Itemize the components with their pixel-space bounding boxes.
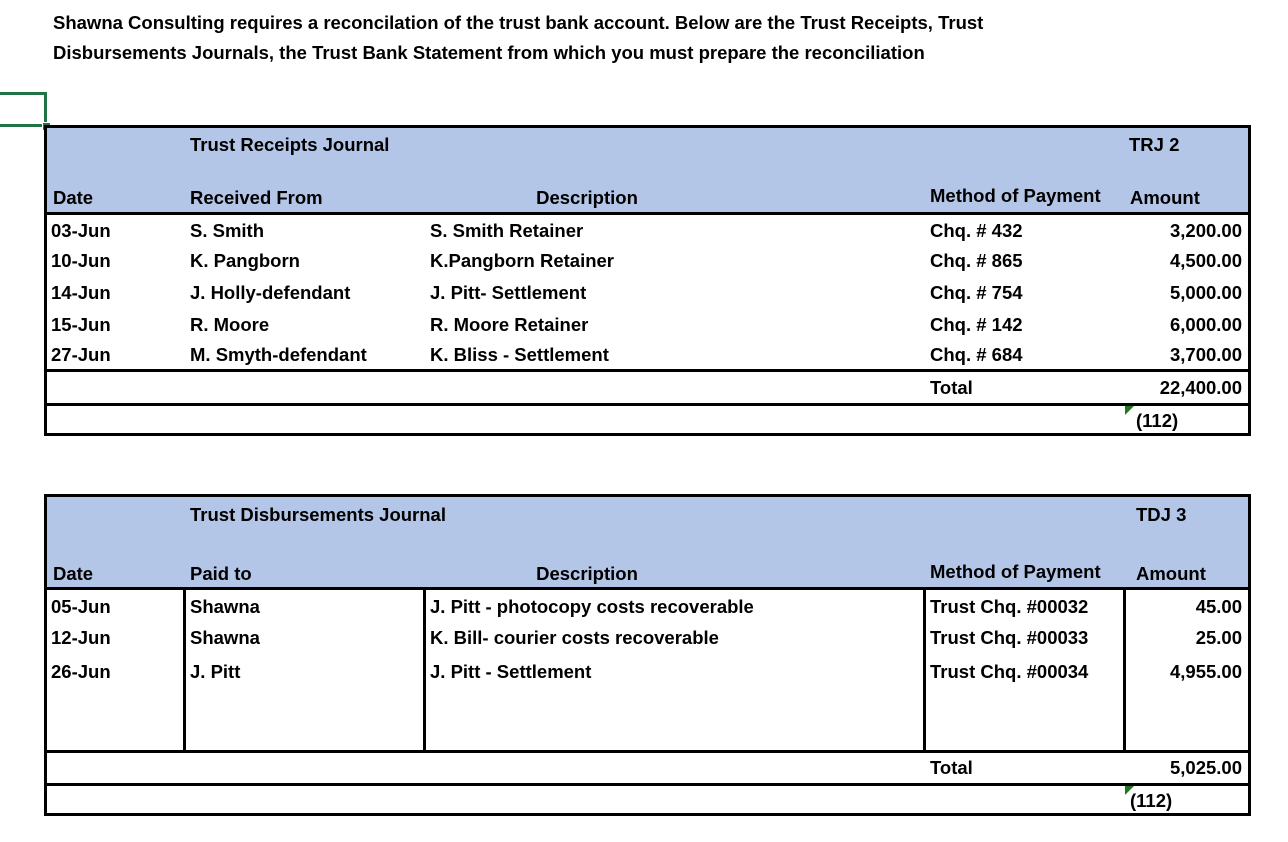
instructions-line-2: Disbursements Journals, the Trust Bank Statement from which you must prepare the reconciliation bbox=[53, 42, 925, 63]
disbursement-method: Trust Chq. #00032 bbox=[930, 596, 1089, 617]
instructions bbox=[53, 8, 1053, 68]
receipts-col-amount: Amount bbox=[1130, 187, 1200, 208]
disbursement-amount: 4,955.00 bbox=[1169, 661, 1242, 682]
receipts-note-row bbox=[47, 403, 1248, 436]
receipt-amount: 3,700.00 bbox=[1169, 344, 1242, 365]
receipt-description: R. Moore Retainer bbox=[430, 314, 589, 335]
table-row bbox=[47, 622, 1248, 655]
receipts-ref: TRJ 2 bbox=[1129, 134, 1180, 155]
receipts-body bbox=[47, 215, 1248, 369]
receipt-method: Chq. # 432 bbox=[930, 220, 1023, 241]
receipts-total-amount: 22,400.00 bbox=[1159, 377, 1242, 398]
disbursements-note: (112) bbox=[1130, 790, 1173, 811]
receipt-amount: 4,500.00 bbox=[1169, 250, 1242, 271]
disbursements-col-paid-to: Paid to bbox=[190, 563, 252, 584]
disbursements-col-method: Method of Payment bbox=[930, 561, 1101, 582]
disbursements-total-amount: 5,025.00 bbox=[1169, 757, 1242, 778]
disbursement-paid-to: J. Pitt bbox=[190, 661, 241, 682]
comment-indicator bbox=[1125, 406, 1134, 415]
selected-cell-border-bottom bbox=[0, 124, 44, 127]
trust-disbursements-journal bbox=[44, 494, 1251, 816]
receipt-amount: 3,200.00 bbox=[1169, 220, 1242, 241]
receipt-from: S. Smith bbox=[190, 220, 265, 241]
disbursement-date: 05-Jun bbox=[51, 596, 111, 617]
disbursements-body bbox=[47, 590, 1248, 750]
disbursements-title: Trust Disbursements Journal bbox=[190, 504, 446, 525]
receipts-title: Trust Receipts Journal bbox=[190, 134, 390, 155]
disbursements-ref: TDJ 3 bbox=[1136, 504, 1187, 525]
disbursement-date: 26-Jun bbox=[51, 661, 111, 682]
receipts-total-label: Total bbox=[930, 377, 973, 398]
disbursements-col-date: Date bbox=[53, 563, 94, 584]
disbursement-amount: 45.00 bbox=[1195, 596, 1242, 617]
disbursement-amount: 25.00 bbox=[1195, 627, 1242, 648]
receipts-header bbox=[47, 128, 1248, 215]
receipts-col-method: Method of Payment bbox=[930, 185, 1101, 206]
disbursement-paid-to: Shawna bbox=[190, 596, 260, 617]
disbursements-total-label: Total bbox=[930, 757, 973, 778]
trust-receipts-journal bbox=[44, 125, 1251, 436]
disbursement-description: J. Pitt - Settlement bbox=[430, 661, 592, 682]
receipt-amount: 6,000.00 bbox=[1169, 314, 1242, 335]
receipt-method: Chq. # 865 bbox=[930, 250, 1023, 271]
receipts-note: (112) bbox=[1136, 410, 1179, 431]
table-row bbox=[47, 655, 1248, 687]
disbursement-description: J. Pitt - photocopy costs recoverable bbox=[430, 596, 754, 617]
disbursement-paid-to: Shawna bbox=[190, 627, 260, 648]
table-row bbox=[47, 277, 1248, 309]
instructions-line-1: Shawna Consulting requires a reconcilation of the trust bank account. Below are the Trust Receipts, Trust bbox=[53, 12, 984, 33]
selected-cell-border bbox=[0, 92, 47, 126]
disbursements-col-description: Description bbox=[536, 563, 638, 584]
receipt-method: Chq. # 754 bbox=[930, 282, 1023, 303]
disbursement-method: Trust Chq. #00034 bbox=[930, 661, 1089, 682]
receipt-from: R. Moore bbox=[190, 314, 270, 335]
receipt-date: 14-Jun bbox=[51, 282, 111, 303]
receipt-description: K.Pangborn Retainer bbox=[430, 250, 614, 271]
receipt-amount: 5,000.00 bbox=[1169, 282, 1242, 303]
receipts-col-description: Description bbox=[536, 187, 638, 208]
receipt-description: K. Bliss - Settlement bbox=[430, 344, 609, 365]
receipts-total-row bbox=[47, 369, 1248, 403]
receipt-from: M. Smyth-defendant bbox=[190, 344, 367, 365]
receipt-date: 10-Jun bbox=[51, 250, 111, 271]
disbursement-method: Trust Chq. #00033 bbox=[930, 627, 1089, 648]
disbursements-col-amount: Amount bbox=[1136, 563, 1206, 584]
table-row bbox=[47, 215, 1248, 246]
receipt-from: J. Holly-defendant bbox=[190, 282, 351, 303]
receipt-method: Chq. # 142 bbox=[930, 314, 1023, 335]
table-row bbox=[47, 246, 1248, 277]
receipts-col-date: Date bbox=[53, 187, 94, 208]
receipt-description: J. Pitt- Settlement bbox=[430, 282, 587, 303]
receipt-from: K. Pangborn bbox=[190, 250, 300, 271]
disbursement-description: K. Bill- courier costs recoverable bbox=[430, 627, 719, 648]
receipt-date: 03-Jun bbox=[51, 220, 111, 241]
disbursement-date: 12-Jun bbox=[51, 627, 111, 648]
receipt-date: 27-Jun bbox=[51, 344, 111, 365]
receipt-description: S. Smith Retainer bbox=[430, 220, 584, 241]
receipts-col-from: Received From bbox=[190, 187, 323, 208]
receipt-method: Chq. # 684 bbox=[930, 344, 1023, 365]
table-row bbox=[47, 590, 1248, 622]
receipt-date: 15-Jun bbox=[51, 314, 111, 335]
disbursements-header bbox=[47, 497, 1248, 590]
table-row bbox=[47, 340, 1248, 369]
disbursements-total-row bbox=[47, 750, 1248, 783]
table-row bbox=[47, 309, 1248, 340]
disbursements-note-row bbox=[47, 783, 1248, 816]
